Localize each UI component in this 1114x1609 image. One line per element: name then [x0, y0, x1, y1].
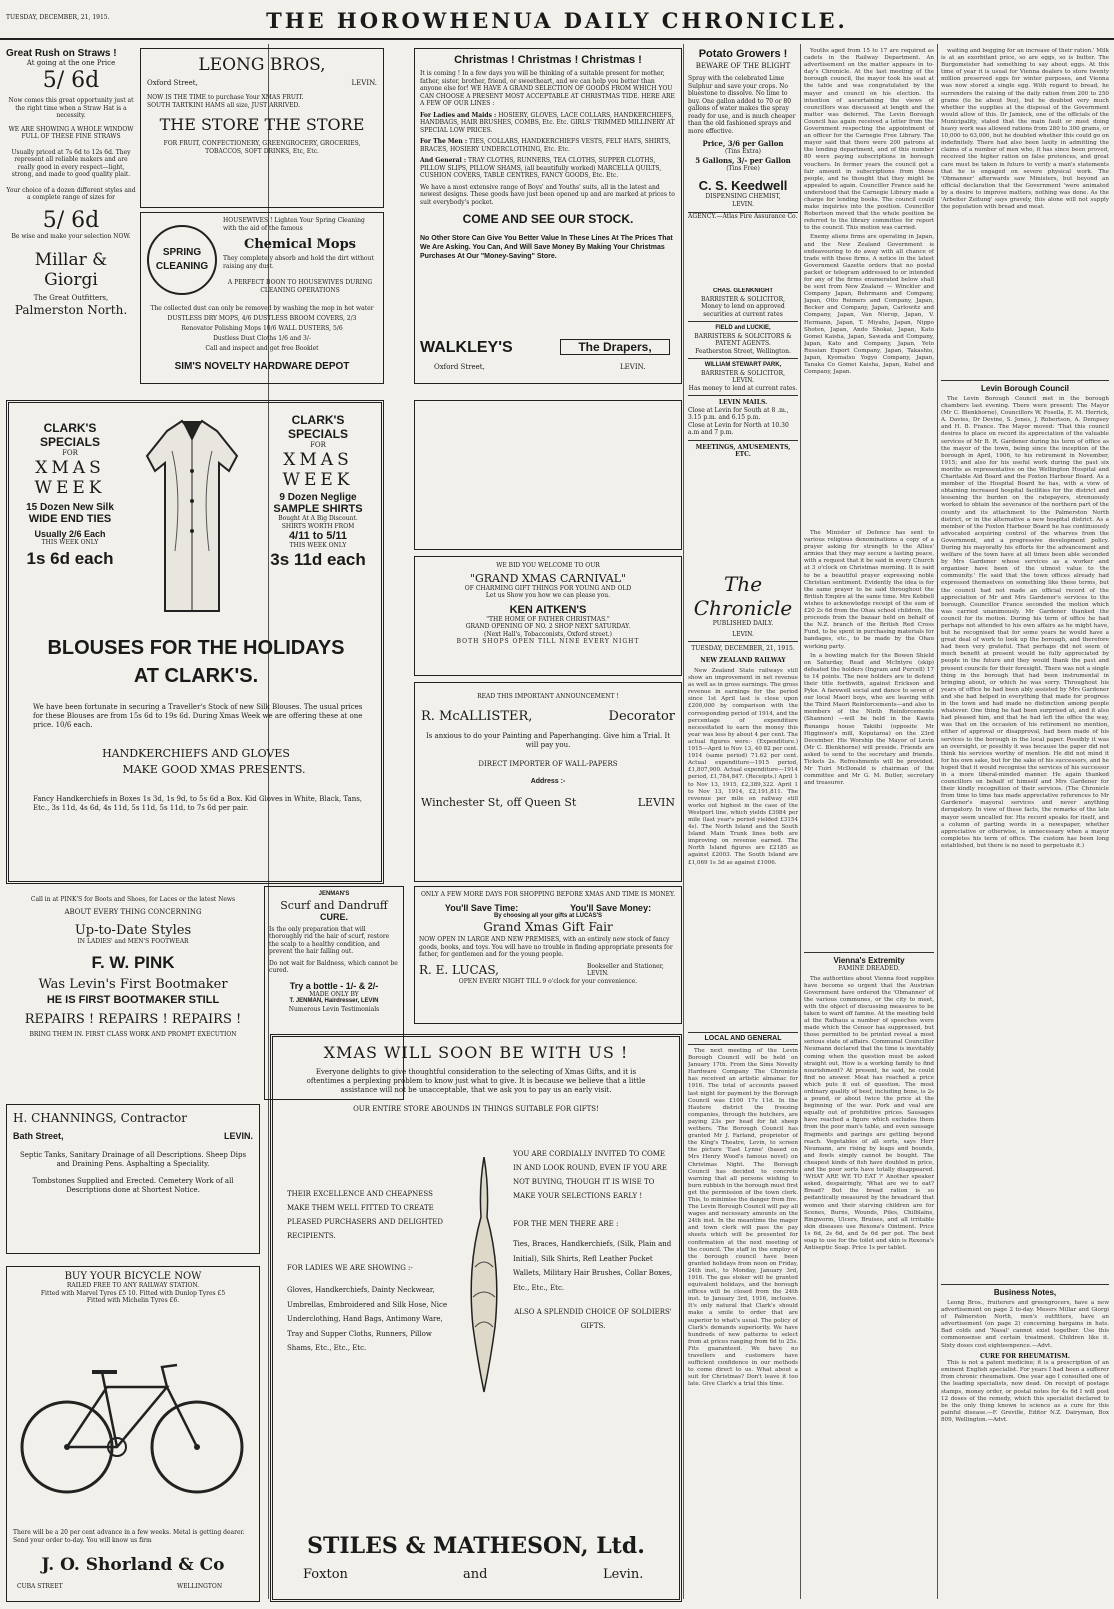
keedwell-sub2: DISPENSING CHEMIST, — [705, 193, 781, 200]
walkley-street: Oxford Street, — [434, 363, 485, 371]
keedwell-tins2: (Tins Free) — [726, 164, 760, 172]
sims-line4: The collected dust can only be removed by washing the mop in hot water — [150, 305, 374, 312]
vienna-section — [804, 952, 934, 1602]
meetings-heading: MEETINGS, AMUSEMENTS, ETC. — [695, 443, 791, 458]
walkley-head: Christmas ! Christmas ! Christmas ! — [454, 54, 642, 66]
jenman-try: Try a bottle - 1/- & 2/- — [289, 980, 379, 991]
stiles-name: STILES & MATHESON, Ltd. — [307, 1533, 645, 1559]
millar-text2: WE ARE SHOWING A WHOLE WINDOW FULL OF THESE FINE STRAWS — [8, 125, 134, 140]
vienna-subheading: FAMINE DREADED. — [838, 965, 900, 972]
pink-line5: HE IS FIRST BOOTMAKER STILL — [46, 994, 220, 1006]
walkley-value: No Other Store Can Give You Better Value In These Lines At The Prices That We Are Asking. You Can, And Will Save Money By Making Your Christmas Purchases At Our "Money-Saving" Store. — [420, 235, 673, 260]
ad-clarks — [6, 400, 384, 884]
stiles-levin: Levin. — [603, 1567, 644, 1582]
news-paragraph: Leong Bros., fruiterers and greengrocers, have a new advertisement on page 2 to-day. Messrs Millar and Giorgi of Palmerston North, men's outfitters, have an advertisement (on page 2) concerning bargains in hats. Bad colds and 'Nasal' cannot exist together. Use this commonsense and certain treatment. Children like it. Sixty doses cost eighteenpence.—Advt. — [941, 1300, 1109, 1349]
ad-shorland — [6, 1266, 260, 1602]
spring-cleaning-logo — [147, 225, 217, 295]
walkley-name: WALKLEY'S — [420, 339, 513, 356]
clarks-right-r7: SAMPLE SHIRTS — [273, 503, 363, 515]
mcallister-name: R. McALLISTER, — [421, 708, 533, 724]
stiles-men-list: Ties, Braces, Handkerchiefs, (Silk, Plain and Initial), Silk Shirts, Refl Leather Pocket Wallets, Military Hair Brushes, Collar Boxes, Etc., Etc., Etc. — [513, 1240, 673, 1292]
clarks-blouses-heading: BLOUSES FOR THE HOLIDAYS — [47, 637, 345, 659]
sims-line1: HOUSEWIVES ! Lighten Your Spring Cleaning with the aid of the famous — [223, 217, 365, 232]
walkley-men: TIES, COLLARS, HANDKERCHIEFS VESTS, FELT HATS, SHIRTS, BRACES, HOSIERY UNDERCLOTHING, Etc. Etc. — [420, 138, 671, 153]
stiles-left-column — [287, 1147, 457, 1356]
ad-keedwell — [688, 48, 798, 284]
local-general-heading: LOCAL AND GENERAL — [688, 1032, 798, 1045]
keedwell-body: Spray with the celebrated Lime Sulphur and save your crops. No bluestone to dissolve. No lime to buy. One gallon added to 70 or 80 gallons of water makes the spray ready for use, and is much cheaper than the old fashioned sprays and more effective. — [688, 75, 796, 135]
ad-leong-bros — [140, 48, 384, 208]
millar-town: Palmerston North. — [14, 303, 128, 317]
shorland-heading: BUY YOUR BICYCLE NOW — [64, 1271, 202, 1282]
ad-lucas — [414, 886, 682, 1024]
clarks-left-l8: Usually 2/6 Each — [34, 529, 106, 539]
jenman-body: Is the only preparation that will thoroughly rid the hair of scurf, restore the scalp to a healthy condition, and prevent the hair falling out. — [269, 925, 390, 955]
stiles-left-text: THEIR EXCELLENCE AND CHEAPNESS MAKE THEM WELL FITTED TO CREATE PLEASED PURCHASERS AND DELIGHTED RECIPIENTS. — [287, 1190, 443, 1240]
pink-line3: IN LADIES' and MEN'S FOOTWEAR — [77, 937, 189, 945]
chronicle-date: TUESDAY, DECEMBER, 21, 1915. — [691, 645, 795, 652]
leong-street: Oxford Street, — [147, 79, 198, 87]
news-paragraph: In a bowling match for the Bowen Shield on Saturday, Read and McIntyre (skip) defeated the holders (Ingram and Purcell) 17 to 14 points. The new holders are to defend their title forthwith, against Erickson and Pyke. A farewell social and dance to seven of our local Maori boys, who are leaving with the Third Maori Reinforcements—and also to members of the Ninth Reinforcements (Shannon) —will be held in the Kawiu Runanga house Takiihi (opposite Mr Higginson's mill, Koputaroa) on the 23rd December. His Worship the Mayor of Levin (Mr C. Blenkhorne) will preside. Friends are asked to send to the secretary and friends. Tickets 2s. Refreshments will be provided. Mr Tuiri McDonald is chairman of the committee and Mr G. M. Butler, secretary and treasurer. — [804, 652, 934, 787]
lucas-name: R. E. LUCAS, — [419, 963, 499, 977]
news-column-5b — [804, 530, 934, 950]
ad-walkleys — [414, 48, 682, 384]
ad-mcallister — [414, 682, 682, 882]
card-c-text: Has money to lend at current rates. — [688, 384, 798, 392]
business-notes-section — [941, 1284, 1109, 1604]
jenman-heading: JENMAN'S — [318, 891, 350, 897]
news-paragraph: This is not a patent medicine; it is a prescription of an eminent English specialist. For years I had been a sufferer from chronic rheumatism. One year ago I consulted one of the leading specialists, now dead. On receipt of postage stamps, money order, or postal notes for 4s 6d I will post 12 doses of the remedy, which this specialist declared to be the only thing known to science as a cure for this painful disease.—F. Greville, Editor N.Z. Dairyman, Box 809, Wellington.—Advt. — [941, 1360, 1109, 1423]
sims-line2: They completely absorb and hold the dirt without raising any dust. — [223, 255, 374, 270]
news-railway — [688, 668, 798, 1028]
aitken-line5: GRAND OPENING OF NO. 2 SHOP NEXT SATURDAY. — [465, 623, 631, 630]
news-paragraph: waiting and begging for an increase of their ration.' Milk is at an exorbitant price, so are eggs, so is butter. The Burgomeister had something to say about eggs. At this time of year it is usual for Vienna dealers to store twenty million preserved eggs for winter purposes, and Vienna was now stored a single egg. With regard to bread, he surrenders the raising of the daily ration from 200 to 250 grams (to be about 9oz), but he doubted very much whether the supplies at the disposal of the Government would allow of this. Dr Jamieck, one of the officials of the Municipality, stated that the main fault or most doing heavy work was allowed rations from 280 to 300 grams, or 10,000 to 63,000, but he doubted whether this could go on indefinitely. There had also been laxity in admitting the claims of a number of men who, it has since been proved, received the higher ration on false pretences, and great care must be taken in future to verify a man's statements that he is engaged on severe physical work. The 'Obmanner' afterwards saw Ministers, but beyond an official declaration that the Government 'were animated by a desire to improve matters, nothing was done. As the 'Arbeiter Zeitung' says gravely, this alone will not supply the population with bread and meat. — [941, 48, 1109, 211]
stiles-men-heading: FOR THE MEN THERE ARE : — [513, 1220, 619, 1228]
borough-council-section — [941, 380, 1109, 1280]
professional-cards — [688, 288, 798, 566]
stiles-ladies-heading: FOR LADIES WE ARE SHOWING :- — [287, 1264, 413, 1272]
news-paragraph: The authorities about Vienna food supplies have become so urgent that the Austrian Government have ordered the 'Obmanner' of the various communes, or the city to meet, with the object of discussing measures to be taken to ward off famine. At the meeting held at the Rathaus a number of speeches were made which the Censor has suppressed, but those permitted to be printed reveal a most serious state of affairs. Communal Councillor Neumann declared that the time is inevitably coming when the question must be asked straight out, How is a working family to find nourishment? At present, he said, he could find no answer. Meat has reached a price which puts it out of question. The most ordinary quality of beef, including bone, is 2s a pound, or about twice the price at the beginning of the war. Pork and veal are equally out of prohibitive prices. Sausages have reached a figure which excludes them from the poor man's table, and even sausage fragments and parings are getting beyond reach. Vegetables of all sorts, says Herr Neumann, are rising by leaps and bounds, and fowls simply cannot be bought. The cheapest kinds of fish have doubled in price, and the poor sorts have totally disappeared. 'WHAT ARE WE TO EAT ?' Another speaker asked, despairingly, 'What are we to eat? Bread? But the bread ration is so pedantically measured by the breadcard that women and their starving children are for Scenes, Burns, Wounds, Piles, Chilblains, Ringworm, Ulcers, Bruises, and all irritable skin diseases use Rexona's Ointment. Price 1s 6d, 2s 6d, and 5s 6d per pot. The best soap to use for the toilet and skin is Rexona's Antiseptic Soap. Price 1s per tablet. — [804, 975, 934, 1252]
jenman-warning: Do not wait for Baldness, which cannot be cured. — [269, 959, 398, 974]
cleaning-label: CLEANING — [155, 261, 209, 272]
clarks-right-r10: 4/11 to 5/11 — [288, 530, 348, 542]
clarks-left-l2: SPECIALS — [39, 435, 100, 449]
jenman-name: T. JENMAN, Hairdresser, LEVIN — [289, 998, 379, 1004]
millar-price2: 5/ 6d — [42, 207, 100, 233]
card-c-name: WILLIAM STEWART PARK, — [704, 362, 782, 368]
news-paragraph: New Zealand State railways still show an improvement in net revenue as well as in gross earnings. The gross revenue in earnings for the period since 1st April last is close upon £200,000 by comparison with the corresponding period of 1914, and the percentage of expenditure necessitated to earn the money this year was less by about 4 per cent. The actual figures were:- (Expenditure.) 1915—April to Nov 13, 40 82 per cent. 1914 (same period) 71.62 per cent. Actual expenditure—1915 period, £1,807,900. Actual expenditure—1914 period, £1,784,847. (Receipts.) April 1 to Nov 13, 1915, £2,389,322. April 1 to Nov 13, 1914, £2,191,811. The revenue per mile on railway still works out highest in the case of the Westport line, which yields £3084 per mile (last year's period yielded £3154 4s). The North Island and the South Island Main Trunk lines both are improving on revenue earned. The North Island figures are £2185 as against £2003. The South Island are £1,069 1s 3d as against £1006. — [688, 668, 798, 866]
shorland-name: J. O. Shorland & Co — [41, 1555, 225, 1575]
chronicle-masthead — [688, 572, 798, 662]
walkley-general-heading: And General : — [420, 157, 467, 164]
ad-channings — [6, 1104, 260, 1254]
sims-line6: Renovator Polishing Mops 10/6 WALL DUSTERS, 5/6 — [181, 325, 343, 332]
ad-sims-novelty — [140, 212, 384, 384]
clarks-right-r5: WEEK — [282, 470, 354, 490]
leong-line1: NOW IS THE TIME to purchase Your XMAS FRUIT. — [147, 94, 304, 101]
clarks-left-l1: CLARK'S — [43, 421, 97, 435]
shirt-illustration — [137, 411, 247, 621]
aitken-line3: Let us Show you how we can please you. — [485, 592, 611, 599]
mcallister-line2: Is anxious to do your Painting and Paperhanging. Give him a Trial. It will pay you. — [425, 731, 671, 749]
mcallister-address: Winchester St, off Queen St — [421, 795, 577, 809]
mails-north: Close at Levin for North at 10.30 a.m and 7 p.m. — [688, 421, 789, 436]
clarks-right-r6: 9 Dozen Neglige — [279, 492, 357, 503]
sims-line7: Dustless Dust Cloths 1/6 and 3/- — [213, 335, 311, 342]
shorland-street: CUBA STREET — [17, 1583, 63, 1590]
chronicle-headline: NEW ZEALAND RAILWAY — [700, 656, 786, 662]
pink-styles: Up-to-Date Styles — [74, 922, 192, 938]
shorland-line3: Fitted with Michelin Tyres £6. — [86, 1297, 180, 1304]
clarks-handkerchiefs-body: Fancy Handkerchiefs in Boxes 1s 3d, 1s 9d, to 5s 6d a Box. Kid Gloves in White, Black, Tans, Etc., 3s 11d, 4s 6d, 4s 11d, 5s 11d, 5s 11d, to 7s 6d per pair. — [33, 795, 363, 812]
clarks-right-r3: FOR — [310, 441, 326, 449]
channings-street: Bath Street, — [13, 1131, 64, 1141]
mcallister-line3: DIRECT IMPORTER OF WALL-PAPERS — [478, 759, 618, 768]
walkley-drapers: The Drapers, — [560, 339, 670, 355]
card-b-title: BARRISTERS & SOLICITORS & PATENT AGENTS. — [694, 332, 792, 347]
ad-stiles-matheson — [270, 1034, 682, 1602]
walkley-ladies-heading: For Ladies and Maids : — [420, 111, 497, 119]
rheumatism-heading: CURE FOR RHEUMATISM. — [980, 1352, 1070, 1360]
clarks-right-price: 3s 11d each — [270, 549, 366, 569]
bicycle-illustration — [17, 1337, 249, 1507]
borough-council-heading: Levin Borough Council — [941, 380, 1109, 393]
clarks-left-l3: FOR — [62, 449, 78, 457]
stiles-foxton: Foxton — [303, 1567, 348, 1582]
vase-illustration — [461, 1157, 507, 1397]
channings-body2: Tombstones Supplied and Erected. Cemetery Work of all Descriptions done at Shortest Notice. — [32, 1177, 234, 1194]
walkley-come: COME AND SEE OUR STOCK. — [462, 212, 634, 226]
business-notes-heading: Business Notes, — [941, 1284, 1109, 1297]
walkley-general: TRAY CLOTHS, RUNNERS, TEA CLOTHS, SUPPER CLOTHS, PILLOW SLIPS, PILLOW SHAMS, (all beautifully worked) MARCELLA QUILTS, CUSHION COVERS, TABLE CENTRES, FANCY GOODS, Etc. Etc. — [420, 157, 662, 179]
leong-line3: FOR FRUIT, CONFECTIONERY, GREENGROCERY, GROCERIES, TOBACCOS, SOFT DRINKS, Etc, Etc. — [163, 140, 361, 155]
news-column-5a — [804, 48, 934, 528]
keedwell-tins: (Tins Extra) — [724, 148, 762, 155]
mcallister-address-heading: Address :- — [530, 777, 566, 785]
clarks-right-r8: Bought At A Big Discount. — [278, 515, 358, 522]
pink-repairs: REPAIRS ! REPAIRS ! REPAIRS ! — [24, 1012, 242, 1027]
walkley-intro: It is coming ! In a few days you will be thinking of a suitable present for mother, father, sister, brother, friend, or sweetheart, and we can help you better than anyone else for! WE HAVE A GRAND SELECTION OF GOODS FROM WHICH YOU CAN CHOOSE A PRESENT MOST ACCEPTABLE AT CHRISTMAS TIDE. HERE ARE A FEW OF OUR LINES : — [420, 70, 675, 107]
mails-heading: LEVIN MAILS. — [718, 399, 768, 406]
keedwell-agency: AGENCY.—Atlas Fire Assurance Co. — [688, 213, 798, 220]
lucas-gift-fair: Grand Xmas Gift Fair — [483, 920, 613, 934]
jenman-title: Scurf and Dandruff — [280, 898, 388, 912]
chronicle-title: The Chronicle — [693, 572, 793, 620]
walkley-ladies: HOSIERY, GLOVES, LACE COLLARS, HANDKERCHIEFS, HANDBAGS, HAIR BRUSHES, COMBS, Etc. Etc. GIRLS' TRIMMED MILLINERY AT SPECIAL LOW PRICES. — [420, 111, 675, 134]
clarks-left-l5: WEEK — [34, 478, 106, 498]
sims-name: SIM'S NOVELTY HARDWARE DEPOT — [174, 361, 350, 372]
shorland-line2: Fitted with Marvel Tyres £5 10. Fitted with Dunlop Tyres £5 — [40, 1289, 226, 1297]
lucas-line3: NOW OPEN IN LARGE AND NEW PREMISES, with an entirely new stock of fancy goods, books, and toys. You will have no trouble in finding appropriate presents for father, for gentlemen and for the young people. — [419, 936, 673, 958]
lucas-line2: By choosing all your gifts at LUCAS'S — [493, 912, 603, 919]
ad-allmand — [414, 400, 682, 550]
clarks-presents-heading: MAKE GOOD XMAS PRESENTS. — [122, 763, 306, 776]
jenman-testimonials: Numerous Levin Testimonials — [288, 1005, 380, 1013]
clarks-right-specials — [255, 413, 381, 570]
chronicle-published: PUBLISHED DAILY. — [712, 620, 774, 627]
news-column-6a — [941, 48, 1109, 378]
news-paragraph: The Levin Borough Council met in the borough chambers last evening. There were present: The Mayor (Mr C. Blenkhorne), Councillors W. Fosella, E. M. Herrick, A. Davies, Dr Devine, S. Jones, J. Robertson, A. Dempsey and H. B. France. The Mayor moved: 'That this council desires to place on record its appreciation of the valuable services of Mr B. R. Gardener during his term of office as the mayor of the town, being since the inception of the borough in April, 1906, to his retirement in November, 1915; and also for his useful work during the past six months as representative on the Wellington Hospital and Charitable Aid Board and the Foxton Harbour Board. As a member of the Hospital Board he has, with a view of obtaining increased hospital facilities for the district and lessening the burden on the ratepayers, strenuously worked to obtain the severance of the northern part of the county and its attachment to the Palmerston North district, or in the alternative a new hospital district. As a member of the Foxton Harbour Board he has continuously advocated acquiring control of the wharves from the Government, and a progressive development policy. During his mayoralty his efforts for the advancement and welfare of the town have at all times been able seconded by Mrs Gardener whose services as a worker and organiser have been of the utmost value to the community.' He said that the town offices already had expressed themselves on something like these terms, but the council had not made an official record of the appreciation of Mr and Mrs Gardener's services to the borough. Councillor France seconded the motion which was carried unanimously. Mr Gardener thanked the council for its motion. During his term of office he had perhaps not attended to his own affairs as he might have, but he recognised that for some years he would have a great deal of work to look up the borough, and therefore had been very grateful. That perhaps did not seem of much benefit at present would be fully appreciated by people in the future and they would thank the past and present councils for their foresight. There was not a single thing in the borough that had been instrumental in bringing about, or which he was sorry. Throughout his years of office he had been ably assisted by Mrs Gardener and she had helped in everything that made for progress in the town and had made no distinction among people whatever. One thing he had been surprised at, and it also had pleased him, and that he had left the office the way, was that on the occasion of his retirement no mention, either of approval or disapproval, had been made of his services to the borough in the local paper. Possibly it was an oversight, or possibly it was because the paper did not think his services worthy of mention. He did not mind it for his own sake, but for the sake of his successors, and he hoped that it would recognise the services of his successor in a more liberal-minded manner. He again thanked councillors on behalf of himself and Mrs Gardener for their kindly recognition of their services. (The Chronicle from time to time has made appreciative references to Mr Gardener's mayoral services and never anything derogatory. In view of these facts, the remarks of the late mayor seem uncalled for. His record speaks for itself, and a column of parting words in a newspaper, whether appreciative or otherwise, is unnecessary when a mayor completes his term of office. The custom has been long established, but there is no need to perpetuate it.) — [941, 396, 1109, 849]
card-c-title: BARRISTER & SOLICITOR, — [700, 369, 785, 377]
channings-town: LEVIN. — [223, 1131, 253, 1141]
aitken-line7: BOTH SHOPS OPEN TILL NINE EVERY NIGHT — [456, 638, 640, 645]
card-a-title: BARRISTER & SOLICITOR, — [700, 295, 785, 303]
clarks-right-r2: SPECIALS — [287, 427, 348, 441]
aitken-line6: (Next Hall's, Tobacconists, Oxford street.) — [484, 630, 612, 638]
keedwell-price2: 5 Gallons, 3/- per Gallon — [695, 155, 791, 165]
millar-price: 5/ 6d — [42, 68, 100, 93]
stiles-right-column — [513, 1147, 673, 1333]
mcallister-town: LEVIN — [637, 795, 675, 809]
clarks-right-r4: XMAS — [283, 450, 353, 470]
walkley-men-heading: For The Men : — [420, 138, 468, 145]
local-general-section — [688, 1032, 798, 1602]
mails-south: Close at Levin for South at 8 .m., 3.15 p.m. and 6.15 p.m. — [688, 406, 789, 421]
keedwell-head: Potato Growers ! — [698, 48, 788, 60]
aitken-line1: WE BID YOU WELCOME TO OUR — [496, 562, 600, 569]
walkley-town: LEVIN. — [620, 363, 646, 371]
clarks-left-l9: THIS WEEK ONLY — [41, 539, 99, 546]
stiles-heading: XMAS WILL SOON BE WITH US ! — [323, 1043, 629, 1062]
pink-name: F. W. PINK — [91, 953, 175, 972]
ad-ken-aitkens — [414, 556, 682, 676]
sims-title: Chemical Mops — [243, 237, 357, 252]
news-paragraph: Youths aged from 15 to 17 are required as cadets in the Railway Department. An advertisement on the matter appears in to-day's Chronicle. At the last meeting of the borough council, the mayor took his seat at the table and was congratulated by the mayor and council on his election. Its intention of ascertaining the views of councillors was discussed at length and the matter was deferred. The Levin Borough Council has again received a letter from the Government respecting the appointment of an officer for the Carnegie Free Library. The mayor said that there were 200 patrons at the lending department, and of this number 80 were paying subscriptions in borough vouchers. In former years the council got a fair amount in subscriptions from these people, and he thought that they might be appealed to again. Councillor France said he understood that the Carnegie Library made a charge for lending books. The council could make inquiries into the position. Councillor Robertson moved that the whole position be referred to the library committee for report to the council. This motion was carried. — [804, 48, 934, 232]
stiles-intro: Everyone delights to give thoughtful consideration to the selecting of Xmas Gifts, and it is oftentimes a perplexing problem to know just what to give. It is because we believe that a little assistance will not be unacceptable, that we ask you to pay us an early visit. — [306, 1068, 646, 1094]
stiles-ladies-list: Gloves, Handkerchiefs, Dainty Neckwear, Umbrellas, Embroidered and Silk Hose, Nice Underclothing, Hand Bags, Antimony Ware, Tray and Supper Cloths, Runners, Pillow Shams, Etc., Etc., Etc. — [287, 1286, 448, 1352]
millar-text4: Your choice of a dozen different styles and a complete range of sizes for — [6, 186, 136, 201]
aitken-carnival: "GRAND XMAS CARNIVAL" — [469, 571, 627, 585]
sims-line8: Call and inspect and get free Booklet — [205, 345, 319, 352]
clarks-left-price: 1s 6d each — [26, 548, 114, 568]
millar-text3: Usually priced at 7s 6d to 12s 6d. They represent all reliable makers and are really good in every respect—light, strong, and made to good quality plait. — [11, 148, 131, 178]
lucas-save-money: You'll Save Money: — [570, 902, 652, 913]
card-a-text: Money to lend on approved securities at current rates — [701, 303, 785, 318]
clarks-right-r9: SHIRTS WORTH FROM — [281, 522, 355, 530]
clarks-left-specials — [11, 421, 129, 569]
pink-line4: Was Levin's First Bootmaker — [38, 977, 228, 992]
card-b-text: Featherston Street, Wellington. — [695, 347, 791, 355]
card-b-name: FIELD and LUCKIE, — [715, 325, 771, 331]
jenman-made: MADE ONLY BY — [309, 990, 359, 998]
sims-line5: DUSTLESS DRY MOPS, 4/6 DUSTLESS BROOM COVERS, 2/3 — [167, 315, 357, 322]
millar-subhead: At going at the one Price — [26, 59, 116, 67]
lucas-line4: OPEN EVERY NIGHT TILL 9 o'clock for your convenience. — [458, 977, 638, 985]
card-a-name: CHAS. GLENKNIGHT — [713, 288, 773, 294]
keedwell-sub: BEWARE OF THE BLIGHT — [695, 62, 791, 70]
leong-line2: SOUTH TARTKINI HAMS all size, JUST ARRIVED. — [147, 101, 301, 109]
jenman-cure: CURE. — [319, 911, 348, 922]
news-paragraph: The next meeting of the Levin Borough Council will be held on January 17th. From the Sims Novelty Hardware Company The Chronicle has received an artistic almanac for 1916. The total of accounts passed last night for payment by the Borough Council was £100 17s 11d. In the Hautere district the freezing companies, through the butchers, are paying 23s per head for fat sheep wethers. The Borough Council has granted Mr J. Farland, proprietor of the King's Theatre, Levin, to screen the picture 'East Lynne' (based on Mrs Henry Wood's famous novel) on Christmas Night. The Borough Council has decided to concrete warning that all persons wishing to burn rubbish in the borough must first get the permission of the town clerk. This, to minimise the danger from fire. The Levin Borough Council will pay all wages and necessary amounts on the 24th inst. In the meantime the magor and town clerk will pass the pay sheets which will be presented for confirmation at the next meeting of the council. The staff in the employ of the borough council have been granted holidays from noon on Friday, 24th inst., to Monday, January 3rd, 1916. The gas stoker will be granted equivalent holidays, and the borough offices will be closed from the 24th inst. to January 3rd, 1916, inclusive. It's only natural that Clark's should make a smile to order that are superior to what's usual. The policy of Clark's demands superiority. We have hundreds of new patterns to select from at prices ranging from 6d to 25s. Fits guaranteed. We have no travellers and customers have sufficient confidence in our methods to come direct to us. What about a suit for Christmas? Don't leave it too late. Give Clark's a trial this time. — [688, 1048, 798, 1388]
millar-name: Millar & Giorgi — [34, 250, 108, 290]
mcallister-announce: READ THIS IMPORTANT ANNOUNCEMENT ! — [477, 693, 619, 700]
card-c-town: LEVIN. — [732, 377, 754, 384]
millar-sub: The Great Outfitters, — [33, 294, 109, 302]
channings-name: H. CHANNINGS, Contractor — [13, 1111, 188, 1125]
pink-line1: Call in at PINK'S for Boots and Shoes, for Laces or the latest News — [30, 896, 236, 903]
walkley-more: We have a most extensive range of Boys' and Youths' suits, all in the latest and newest designs. These goods have just been opened up and are marked at prices to suit everybody's pocket. — [420, 183, 675, 206]
stiles-also: ALSO A SPLENDID CHOICE OF SOLDIERS' GIFTS. — [514, 1308, 672, 1330]
sims-line3: A PERFECT BOON TO HOUSEWIVES DURING CLEANING OPERATIONS — [227, 279, 373, 294]
shorland-town: WELLINGTON — [177, 1583, 223, 1590]
stiles-right-text: YOU ARE CORDIALLY INVITED TO COME IN AND LOOK ROUND, EVEN IF YOU ARE NOT BUYING, THOUGH IT IS WISE TO MAKE YOUR SELECTIONS EARLY ! — [513, 1150, 667, 1200]
masthead — [0, 0, 1114, 40]
lucas-save-time: You'll Save Time: — [444, 902, 519, 913]
keedwell-town: LEVIN. — [732, 200, 754, 208]
ad-pink — [6, 896, 260, 1096]
news-paragraph: The Minister of Defence has sent to various religious denominations a copy of a prayer asking for strength to the Allies' armies that they may secure a lasting peace, with a request that it be said in every Church at 3 o'clock on Christmas morning. It is said to be a beautiful prayer expressing noble Christian sentiment. Evidently the idea is for the same prayer to be said throughout the British Empire at the same time. Mrs Kebbell wishes to acknowledge receipt of the sum of £20 2s 6d from the Ohau school children, the proceeds from the bazaar held on behalf of the N.Z. branch of the British Red Cross Fund, to be spent in purchasing materials for bandages, etc., to be made by the Ohau working party. — [804, 530, 934, 650]
lucas-trade: Bookseller and Stationer, LEVIN. — [587, 962, 664, 977]
masthead-title: THE HOROWHENUA DAILY CHRONICLE. — [266, 8, 848, 33]
vienna-heading: Vienna's Extremity — [804, 952, 934, 965]
keedwell-price: Price, 3/6 per Gallon — [702, 139, 784, 148]
masthead-date: TUESDAY, DECEMBER, 21, 1915. — [6, 14, 110, 21]
clarks-at-clarks: AT CLARK'S. — [133, 665, 259, 687]
spring-label: SPRING — [162, 247, 202, 258]
news-paragraph: Enemy aliens firms are operating in Japan, and the New Zealand Government is endeavouring to do away with all chance of trade with these firms. A notice in the latest Government Gazette orders that no postal packet or telegram addressed to or intended for any of the firms enumerated below shall be sent from New Zealand — Winckler and Company Japan, Behrmann and Company, Japan, Otto Reimers and Company, Japan, Becker and Company, Japan, Carlowitz and Company, Japan, Van Nierop, Japan, V. Hermann, Japan, T. Miyaho, Japan, Nippo Shoten, Japan, Ando Shokai, Japan, Kato Gomei Kaisha, Japan, Sawada and Company, Japan, Kato and Company, Japan, Yeto Russian Export Company, Japan, Takashio, Japan, Kyomatsu Yogyo Company, Japan, Tanaka Co Gomei Kaisha, Japan, Kubel and Company, Japan. — [804, 234, 934, 376]
millar-text1: Now comes this great opportunity just at the right time when a Straw Hat is a necessity. — [8, 97, 134, 119]
clarks-blouses-body: We have been fortunate in securing a Traveller's Stock of new Silk Blouses. The usual prices for these Blouses are from 15s 6d to 19s 6d. During Xmas Week we are offering these at one price. 10/6 each. — [33, 703, 363, 729]
clarks-right-r1: CLARK'S — [291, 413, 345, 427]
aitken-line2: OF CHARMING GIFT THINGS FOR YOUNG AND OLD — [464, 584, 632, 592]
stiles-stock: OUR ENTIRE STORE ABOUNDS IN THINGS SUITABLE FOR GIFTS! — [353, 1105, 599, 1113]
aitken-line4: "THE HOME OF FATHER CHRISTMAS." — [486, 615, 610, 623]
clarks-right-r11: THIS WEEK ONLY — [289, 542, 347, 549]
pink-line2: ABOUT EVERY THING CONCERNING — [64, 907, 202, 916]
millar-headline: Great Rush on Straws ! — [6, 48, 117, 59]
leong-town: LEVIN. — [351, 79, 377, 87]
stiles-and: and — [463, 1567, 488, 1582]
shorland-line1: RAILED FREE TO ANY RAILWAY STATION. — [66, 1282, 200, 1289]
channings-body: Septic Tanks, Sanitary Drainage of all Descriptions. Sheep Dips and Draining Pens. Asphalting a Speciality. — [19, 1151, 247, 1168]
clarks-left-l6: 15 Dozen New Silk — [26, 502, 114, 513]
keedwell-name: C. S. Keedwell — [698, 178, 788, 193]
clarks-left-l7: WIDE END TIES — [28, 513, 112, 525]
leong-name: LEONG BROS, — [198, 55, 326, 75]
leong-store: THE STORE THE STORE — [159, 115, 365, 134]
millar-text5: Be wise and make your selection NOW. — [11, 232, 131, 240]
pink-line6: BRING THEM IN. FIRST CLASS WORK AND PROMPT EXECUTION — [29, 1031, 237, 1038]
shorland-line4: There will be a 20 per cent advance in a few weeks. Metal is getting dearer. Send your order to-day. You will know us firm — [13, 1529, 245, 1544]
clarks-left-l4: XMAS — [35, 458, 105, 478]
aitken-name: KEN AITKEN'S — [509, 603, 587, 616]
chronicle-town: LEVIN. — [732, 630, 754, 638]
mcallister-trade: Decorator — [608, 708, 675, 724]
ad-millar-giorgi — [6, 48, 136, 388]
clarks-handkerchiefs-heading: HANDKERCHIEFS AND GLOVES — [102, 747, 290, 760]
lucas-line1: ONLY A FEW MORE DAYS FOR SHOPPING BEFORE XMAS AND TIME IS MONEY. — [420, 891, 676, 898]
